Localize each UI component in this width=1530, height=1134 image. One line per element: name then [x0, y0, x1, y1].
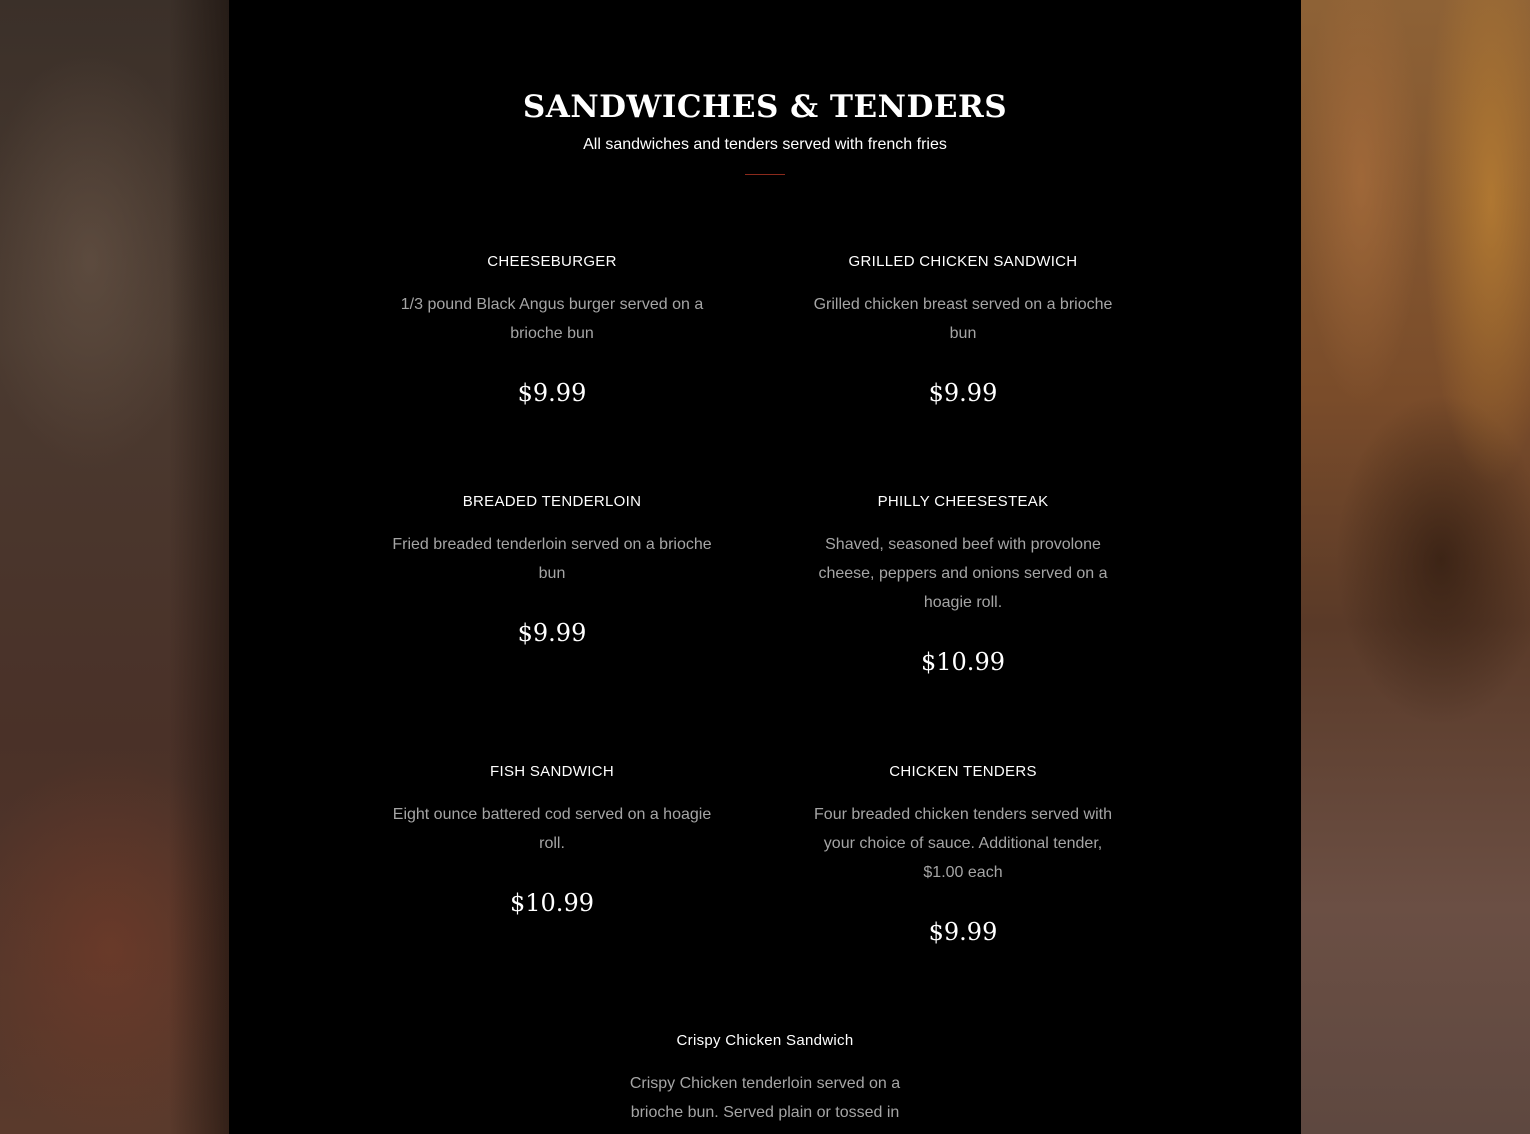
- menu-item-price: $9.99: [928, 379, 998, 407]
- menu-item-chicken-tenders: [803, 762, 1123, 947]
- menu-item-description: Fried breaded tenderloin served on a brioche bun: [392, 536, 712, 582]
- menu-item-breaded-tenderloin: [392, 492, 712, 648]
- menu-item-price: $9.99: [517, 379, 587, 407]
- menu-item-name: BREADED TENDERLOIN: [462, 493, 642, 510]
- menu-item-name: GRILLED CHICKEN SANDWICH: [848, 253, 1078, 270]
- menu-item-price: $9.99: [517, 619, 587, 647]
- background-left: [0, 0, 229, 1134]
- menu-item-description: Grilled chicken breast served on a brioche bun: [813, 296, 1113, 342]
- menu-item-price: $10.99: [921, 648, 1005, 676]
- menu-item-price: $9.99: [928, 918, 998, 946]
- menu-item-crispy-chicken-sandwich: [605, 1031, 925, 1127]
- section-divider: [745, 174, 785, 175]
- menu-item-grilled-chicken-sandwich: [803, 252, 1123, 408]
- section-title: SANDWICHES & TENDERS: [522, 88, 1008, 125]
- section-subtitle: All sandwiches and tenders served with french fries: [583, 136, 947, 153]
- menu-item-fish-sandwich: [392, 762, 712, 918]
- menu-item-name: FISH SANDWICH: [490, 763, 614, 780]
- menu-item-description: Four breaded chicken tenders served with your choice of sauce. Additional tender, $1.00 each: [814, 806, 1112, 881]
- menu-item-cheeseburger: [392, 252, 712, 408]
- menu-item-name: PHILLY CHEESESTEAK: [877, 493, 1049, 510]
- menu-item-price: $10.99: [510, 889, 594, 917]
- menu-item-description: Crispy Chicken tenderloin served on a brioche bun. Served plain or tossed in: [629, 1075, 901, 1121]
- menu-item-description: 1/3 pound Black Angus burger served on a brioche bun: [400, 296, 704, 342]
- menu-item-description: Eight ounce battered cod served on a hoagie roll.: [392, 806, 712, 852]
- menu-item-description: Shaved, seasoned beef with provolone cheese, peppers and onions served on a hoagie roll.: [818, 536, 1108, 611]
- menu-panel: [229, 0, 1301, 1134]
- background-right: [1301, 0, 1530, 1134]
- menu-item-name: CHICKEN TENDERS: [889, 763, 1037, 780]
- menu-item-name: Crispy Chicken Sandwich: [676, 1032, 854, 1049]
- menu-item-name: CHEESEBURGER: [487, 253, 617, 270]
- menu-item-philly-cheesesteak: [803, 492, 1123, 677]
